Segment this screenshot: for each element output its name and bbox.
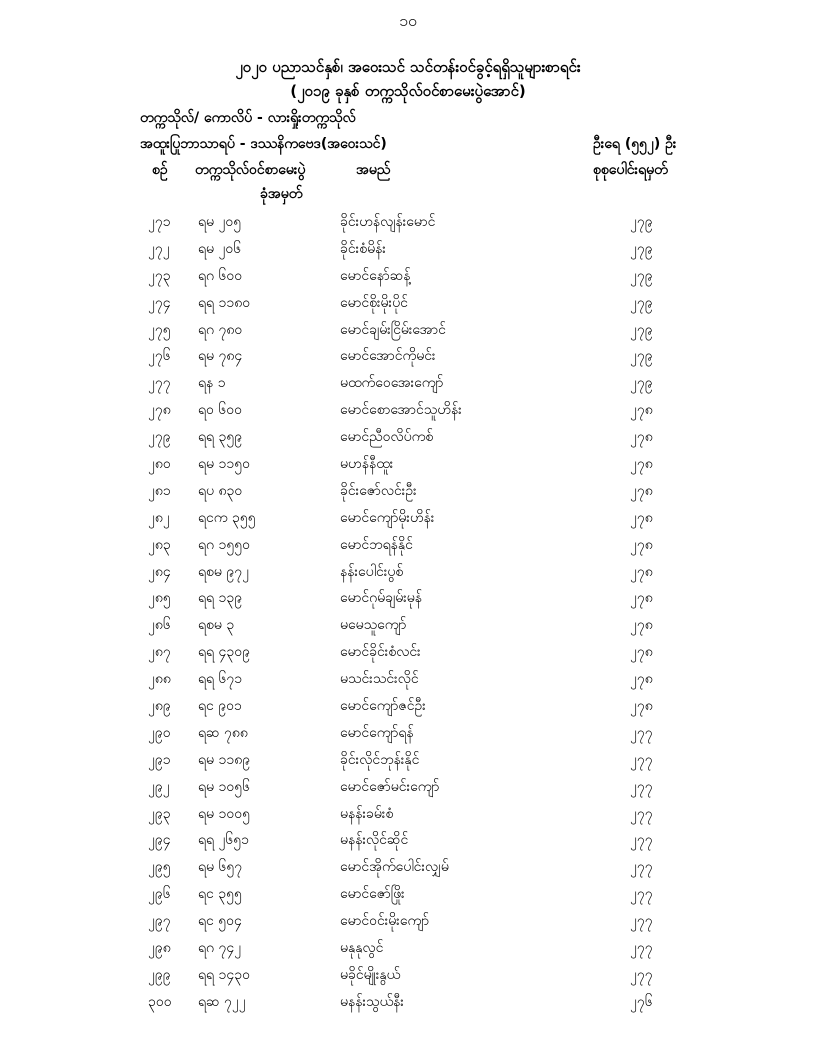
serial-cell: ၂၈၁ [148, 482, 171, 499]
serial-cell: ၂၈၉ [148, 698, 171, 715]
column-header-roll: တက္ကသိုလ်ဝင်စာမေးပွဲ [195, 162, 306, 178]
table-row [0, 642, 816, 669]
name-cell: မမေသူကျော် [340, 617, 407, 634]
document-subtitle: (၂၀၁၉ ခုနှစ် တက္ကသိုလ်ဝင်စာမေးပွဲအောင်) [290, 82, 526, 100]
paper-cell: ၂၇၉ [630, 267, 653, 284]
name-cell: မောင်ဝင်းမိုးကျော် [340, 913, 430, 930]
paper-cell: ၂၇၉ [630, 240, 653, 257]
table-row [0, 400, 816, 427]
roll-cell: ရမ ၂၀၆ [198, 240, 242, 257]
results-table [0, 212, 816, 1019]
table-row [0, 373, 816, 400]
table-row [0, 346, 816, 373]
serial-cell: ၂၉၉ [148, 966, 171, 983]
paper-cell: ၂၇၇ [630, 832, 653, 849]
paper-cell: ၂၇၈ [630, 590, 653, 607]
table-row [0, 777, 816, 804]
serial-cell: ၂၉၄ [148, 832, 171, 849]
roll-cell: ရမ ၆၅၇ [198, 859, 243, 876]
serial-cell: ၂၇၁ [148, 214, 171, 230]
paper-cell: ၂၇၇ [630, 940, 653, 957]
name-cell: မနန်းသွယ်နီး [340, 993, 404, 1010]
name-cell: မောင်နော်ဆန့် [340, 267, 411, 284]
table-row [0, 804, 816, 831]
serial-cell: ၂၇၇ [148, 375, 171, 392]
name-cell: မောင်ဘရန်နိုင် [340, 536, 413, 553]
name-cell: မောင်စိုးမိုးပိုင် [340, 294, 408, 311]
serial-cell: ၂၉၈ [148, 940, 171, 957]
table-row [0, 293, 816, 320]
paper-cell: ၂၇၇ [630, 859, 653, 876]
paper-cell: ၂၇၈ [630, 429, 653, 446]
name-cell: ခိုင်းစံမိန်း [340, 240, 386, 257]
name-cell: မဟန်နီထူး [340, 456, 394, 473]
table-row [0, 615, 816, 642]
column-header-serial: စဉ် [152, 162, 168, 178]
serial-cell: ၂၈၃ [148, 536, 171, 553]
serial-cell: ၂၇၂ [148, 240, 170, 257]
paper-cell: ၂၇၇ [630, 913, 653, 930]
paper-cell: ၂၇၇ [630, 805, 653, 822]
table-row [0, 669, 816, 696]
paper-cell: ၂၇၈ [630, 509, 653, 526]
serial-cell: ၂၇၆ [148, 348, 171, 365]
table-row [0, 992, 816, 1019]
roll-cell: ရပ ၈၃၀ [198, 482, 243, 499]
paper-cell: ၂၇၉ [630, 321, 653, 338]
roll-cell: ရဂ ၁၅၅၀ [198, 536, 250, 553]
serial-cell: ၂၉၂ [148, 778, 170, 795]
serial-cell: ၂၉၀ [148, 724, 171, 741]
paper-cell: ၂၇၈ [630, 536, 653, 553]
roll-cell: ရဝ ၆၀၀ [198, 402, 242, 419]
roll-cell: ရရ ၁၄၃၀ [198, 966, 251, 983]
name-cell: နန်းပေါင်းပွစ် [340, 563, 404, 580]
column-header-name: အမည် [356, 162, 391, 178]
table-row [0, 481, 816, 508]
name-cell: မခိုင်မျိုးနွယ် [340, 966, 401, 983]
name-cell: မောင်ကျော်မိုးဟိန်း [340, 509, 435, 526]
table-row [0, 266, 816, 293]
roll-cell: ရဂ ၇၈၀ [198, 321, 243, 338]
serial-cell: ၂၈၆ [148, 617, 171, 634]
name-cell: မောင်ခိုင်းစံလင်း [340, 644, 421, 661]
column-header-paper: စုစုပေါင်းရမှတ် [593, 162, 668, 178]
roll-cell: ရမ ၁၀၅၆ [198, 778, 250, 795]
table-row [0, 588, 816, 615]
roll-cell: ရရ ၁၃၉ [198, 590, 243, 607]
page-number: ၁၀ [399, 11, 417, 30]
table-row [0, 938, 816, 965]
paper-cell: ၂၇၈ [630, 456, 653, 473]
paper-cell: ၂၇၉ [630, 214, 653, 230]
table-row [0, 965, 816, 992]
roll-cell: ရမ ၁၁၅၀ [198, 456, 250, 473]
name-cell: မထက်ဝေအေးကျော် [340, 375, 444, 392]
serial-cell: ၂၈၄ [148, 563, 171, 580]
name-cell: မနန်းလိုင်ဆိုင် [340, 832, 409, 849]
paper-cell: ၂၇၇ [630, 751, 653, 768]
roll-cell: ရရ ၂၆၅၁ [198, 832, 250, 849]
name-cell: မောင်အိုက်ပေါင်းလျှမ် [340, 859, 449, 876]
serial-cell: ၂၉၁ [148, 751, 171, 768]
name-cell: မောင်ဇော်မင်းကျော် [340, 778, 440, 795]
roll-cell: ရမ ၁၀၀၅ [198, 805, 250, 822]
roll-cell: ရရ ၄၃၀၉ [198, 644, 251, 661]
roll-cell: ရန ၁ [198, 375, 226, 392]
paper-cell: ၂၇၆ [630, 993, 653, 1010]
document-title: ၂၀၂၀ ပညာသင်နှစ်၊ အဝေးသင် သင်တန်းဝင်ခွင့်ရရှိသူများစာရင်း [235, 58, 581, 76]
university-line: တက္ကသိုလ်/ ကောလိပ် - လားရှိုးတက္ကသိုလ် [140, 110, 356, 126]
table-row [0, 696, 816, 723]
paper-cell: ၂၇၈ [630, 402, 653, 419]
name-cell: မောင်ဇော်ဖြိုး [340, 886, 405, 903]
roll-cell: ရရ ၁၁၈၀ [198, 294, 251, 311]
serial-cell: ၂၉၃ [148, 805, 171, 822]
name-cell: ခိုင်းလိုင်ဘုန်းနိုင် [340, 751, 420, 768]
paper-cell: ၂၇၈ [630, 698, 653, 715]
name-cell: မနန်းခမ်းစံ [340, 805, 394, 822]
table-row [0, 427, 816, 454]
roll-cell: ရင ၅၀၄ [198, 913, 242, 930]
roll-cell: ရစမ ၃ [198, 617, 235, 634]
table-row [0, 830, 816, 857]
paper-cell: ၂၇၈ [630, 617, 653, 634]
serial-cell: ၂၈၈ [148, 671, 171, 688]
name-cell: မောင်ညီဝလိပ်ကစ် [340, 429, 434, 446]
major-line: အထူးပြုဘာသာရပ် - ဒဿနိကဗေဒ(အဝေးသင်) [140, 136, 387, 152]
table-row [0, 562, 816, 589]
serial-cell: ၂၈၀ [148, 456, 171, 473]
name-cell: မောင်ကျော်ဇင်ဦး [340, 698, 426, 715]
paper-cell: ၂၇၉ [630, 348, 653, 365]
serial-cell: ၂၇၄ [148, 294, 171, 311]
paper-cell: ၂၇၈ [630, 482, 653, 499]
name-cell: မောင်အောင်ကိုမင်း [340, 348, 436, 365]
roll-cell: ရဆ ၇၂၂ [198, 993, 246, 1010]
name-cell: မသင်းသင်းလိုင် [340, 671, 419, 688]
table-row [0, 535, 816, 562]
serial-cell: ၂၇၉ [148, 429, 171, 446]
roll-cell: ရင ၃၅၅ [198, 886, 242, 903]
serial-cell: ၂၇၈ [148, 402, 171, 419]
roll-cell: ရငက ၃၅၅ [198, 509, 256, 526]
roll-cell: ရမ ၇၈၄ [198, 348, 243, 365]
serial-cell: ၂၇၅ [148, 321, 171, 338]
serial-cell: ၂၈၅ [148, 590, 171, 607]
table-row [0, 239, 816, 266]
name-cell: မောင်ကျော်ရန် [340, 724, 414, 741]
roll-cell: ရရ ၆၇၁ [198, 671, 243, 688]
serial-cell: ၂၉၆ [148, 886, 171, 903]
roll-cell: ရမ ၁၁၈၉ [198, 751, 251, 768]
paper-cell: ၂၇၈ [630, 644, 653, 661]
name-cell: ခိုင်းဟန်လျန်းမောင် [340, 214, 436, 230]
name-cell: မောင်ဂုမ်ချမ်းမုန် [340, 590, 423, 607]
name-cell: မောင်စောအောင်သူဟိန်း [340, 402, 462, 419]
paper-cell: ၂၇၇ [630, 966, 653, 983]
paper-cell: ၂၇၇ [630, 886, 653, 903]
student-count: ဦးရေ (၅၅၂) ဦး [593, 136, 677, 152]
table-row [0, 911, 816, 938]
roll-cell: ရရ ၃၅၉ [198, 429, 243, 446]
roll-cell: ရမ ၂၀၅ [198, 214, 242, 230]
table-row [0, 857, 816, 884]
roll-cell: ရစမ ၉၇၂ [198, 563, 249, 580]
roll-cell: ရဆ ၇၈၈ [198, 724, 248, 741]
name-cell: မောင်ချမ်းငြိမ်းအောင် [340, 321, 446, 338]
paper-cell: ၂၇၇ [630, 724, 653, 741]
table-row [0, 454, 816, 481]
table-row [0, 508, 816, 535]
serial-cell: ၂၉၅ [148, 859, 171, 876]
roll-cell: ရဂ ၇၄၂ [198, 940, 242, 957]
paper-cell: ၂၇၈ [630, 671, 653, 688]
table-row [0, 750, 816, 777]
paper-cell: ၂၇၉ [630, 294, 653, 311]
serial-cell: ၂၈၇ [148, 644, 171, 661]
table-row [0, 212, 816, 239]
serial-cell: ၂၈၂ [148, 509, 170, 526]
serial-cell: ၃၀၀ [148, 993, 172, 1010]
paper-cell: ၂၇၉ [630, 375, 653, 392]
serial-cell: ၂၉၇ [148, 913, 171, 930]
name-cell: မနုနုလွင် [340, 940, 384, 957]
table-row [0, 884, 816, 911]
serial-cell: ၂၇၃ [148, 267, 171, 284]
roll-cell: ရင ၉၀၁ [198, 698, 242, 715]
paper-cell: ၂၇၈ [630, 563, 653, 580]
paper-cell: ၂၇၇ [630, 778, 653, 795]
roll-cell: ရဂ ၆၀၀ [198, 267, 243, 284]
table-row [0, 320, 816, 347]
table-row [0, 723, 816, 750]
column-header-roll-line2: ခုံအမှတ် [260, 186, 303, 202]
name-cell: ခိုင်းဇော်လင်းဦး [340, 482, 417, 499]
